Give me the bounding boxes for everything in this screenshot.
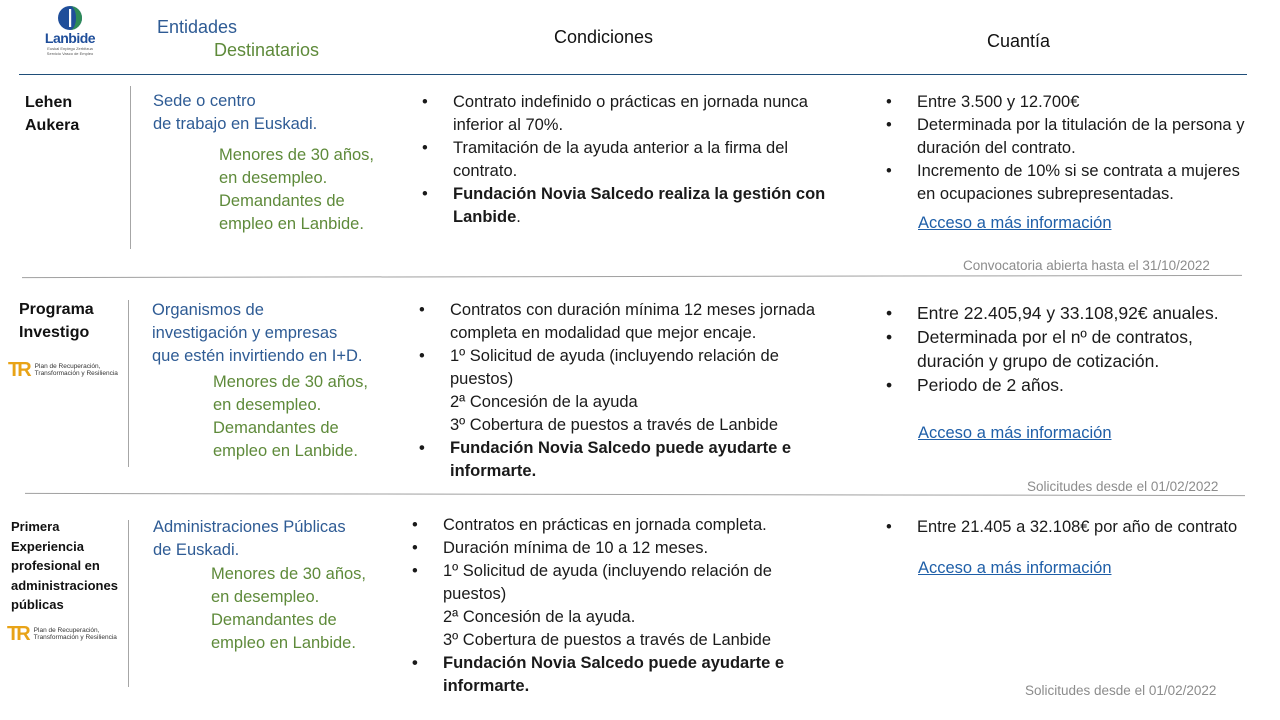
condicion-item: • 1º Solicitud de ayuda (incluyendo relación de puestos) [417, 345, 832, 391]
condicion-item: • Contratos con duración mínima 12 meses jornada completa en modalidad que mejor encaje. [417, 299, 832, 345]
row3-entidad [153, 516, 346, 562]
row2-entidad [152, 299, 363, 368]
destinatarios-line: empleo en Lanbide. [213, 442, 358, 460]
destinatarios-line: Menores de 30 años, [213, 373, 369, 391]
entidad-line: que estén invirtiendo en I+D. [152, 347, 363, 365]
destinatarios-line: en desempleo. [211, 588, 320, 606]
row3-more-info-link[interactable]: Acceso a más información [918, 559, 1112, 577]
condicion-tail: . [516, 208, 521, 226]
row3-destinatarios [211, 563, 366, 655]
condicion-item: 3º Cobertura de puestos a través de Lanbide [443, 631, 771, 649]
destinatarios-line: Demandantes de [219, 192, 345, 210]
cuantia-item: • Incremento de 10% si se contrata a mujeres en ocupaciones subrepresentadas. [884, 160, 1259, 206]
condicion-bold-text: Fundación Novia Salcedo realiza la gestión con Lanbide [453, 185, 826, 226]
row3-title [11, 517, 118, 615]
row3-cuantia [884, 516, 1264, 539]
plan-tr-icon [7, 624, 28, 644]
cuantia-item: • Entre 3.500 y 12.700€ [884, 91, 1259, 114]
cuantia-item: • Entre 21.405 a 32.108€ por año de contrato [884, 516, 1264, 539]
cuantia-item: • Determinada por la titulación de la persona y duración del contrato. [884, 114, 1259, 160]
condicion-item-bold: • Fundación Novia Salcedo puede ayudarte e informarte. [410, 652, 810, 698]
row3-title-line: profesional en [11, 558, 100, 573]
row1-cuantia [884, 91, 1259, 206]
condicion-item-bold [420, 183, 830, 229]
condicion-item: • 1º Solicitud de ayuda (incluyendo relación de puestos) [410, 560, 810, 606]
entidad-line: Administraciones Públicas [153, 518, 346, 536]
destinatarios-line: Demandantes de [213, 419, 339, 437]
row2-title-line: Investigo [19, 324, 90, 341]
plan-tr-mark: TR [7, 623, 28, 645]
header-entidades: Entidades [157, 17, 238, 37]
row1-deadline-note: Convocatoria abierta hasta el 31/10/2022 [963, 258, 1210, 273]
plan-text-line: Transformación y Resiliencia [34, 370, 118, 377]
row3-title-line: Primera [11, 519, 60, 534]
row1-title-line: Lehen [25, 94, 73, 111]
entidad-line: de trabajo en Euskadi. [153, 115, 318, 133]
destinatarios-line: en desempleo. [213, 396, 322, 414]
row1-entidad [153, 90, 317, 136]
header-divider [19, 74, 1247, 75]
condicion-item-bold: • Fundación Novia Salcedo puede ayudarte e informarte. [417, 437, 832, 483]
plan-text [35, 363, 118, 377]
row2-more-info-link[interactable]: Acceso a más información [918, 424, 1112, 442]
row3-title-line: administraciones [11, 577, 118, 593]
condicion-item: 2ª Concesión de la ayuda [450, 393, 638, 411]
entidad-line: investigación y empresas [152, 324, 338, 342]
row1-separator [22, 275, 1242, 278]
entidad-line: de Euskadi. [153, 541, 240, 559]
condicion-item: • Contratos en prácticas en jornada completa. [410, 514, 810, 537]
row2-title [19, 298, 94, 344]
row1-divider [130, 86, 131, 249]
row2-condiciones [417, 299, 832, 483]
row3-title-line: Experiencia [11, 538, 84, 554]
row1-title-line: Aukera [25, 117, 80, 134]
cuantia-item: • Determinada por el nº de contratos, duración y grupo de cotización. [884, 325, 1259, 373]
lanbide-logo [38, 5, 102, 65]
plan-text [34, 627, 117, 641]
plan-text-line: Plan de Recuperación, [34, 363, 101, 370]
condicion-item: • Duración mínima de 10 a 12 meses. [410, 537, 810, 560]
row2-divider [128, 300, 129, 467]
destinatarios-line: Demandantes de [211, 611, 337, 629]
condicion-item: • Tramitación de la ayuda anterior a la firma del contrato. [420, 137, 830, 183]
row3-condiciones [410, 514, 810, 698]
lanbide-logo-sub2: Servicio Vasco de Empleo [46, 51, 94, 56]
row1-title [25, 91, 79, 137]
row1-destinatarios [219, 144, 374, 236]
row2-destinatarios [213, 371, 368, 463]
row2-date-note: Solicitudes desde el 01/02/2022 [1027, 479, 1219, 494]
destinatarios-line: Menores de 30 años, [211, 565, 367, 583]
cuantia-item: • Entre 22.405,94 y 33.108,92€ anuales. [884, 301, 1259, 325]
row1-more-info-link[interactable]: Acceso a más información [918, 214, 1112, 232]
destinatarios-line: empleo en Lanbide. [211, 634, 356, 652]
plan-text-line: Plan de Recuperación, [33, 627, 100, 634]
condicion-item: 3º Cobertura de puestos a través de Lanbide [450, 416, 778, 434]
header-condiciones: Condiciones [554, 27, 654, 47]
entidad-line: Sede o centro [153, 92, 256, 110]
row3-divider [128, 520, 129, 687]
lanbide-globe-icon [57, 5, 83, 31]
row3-title-line: públicas [11, 597, 64, 612]
header-destinatarios: Destinatarios [214, 40, 320, 60]
row2-plan-recuperacion-logo [8, 360, 118, 380]
row3-date-note: Solicitudes desde el 01/02/2022 [1025, 683, 1217, 698]
destinatarios-line: Menores de 30 años, [219, 146, 375, 164]
lanbide-logo-name: Lanbide [44, 30, 96, 46]
condicion-item: • Contrato indefinido o prácticas en jornada nunca inferior al 70%. [420, 91, 830, 137]
cuantia-item: • Periodo de 2 años. [884, 373, 1259, 397]
row1-condiciones [420, 91, 830, 229]
plan-tr-icon [8, 360, 29, 380]
destinatarios-line: en desempleo. [219, 169, 328, 187]
header-cuantia: Cuantía [987, 31, 1051, 51]
condicion-item: 2ª Concesión de la ayuda. [443, 608, 636, 626]
plan-text-line: Transformación y Resiliencia [33, 634, 117, 641]
destinatarios-line: empleo en Lanbide. [219, 215, 364, 233]
row2-cuantia [884, 301, 1259, 397]
plan-tr-mark: TR [8, 359, 29, 381]
row3-plan-recuperacion-logo [7, 624, 117, 644]
entidad-line: Organismos de [152, 301, 264, 319]
lanbide-logo-sub1: Euskal Enplegu Zerbitzua [47, 46, 93, 51]
row2-title-line: Programa [19, 301, 94, 318]
